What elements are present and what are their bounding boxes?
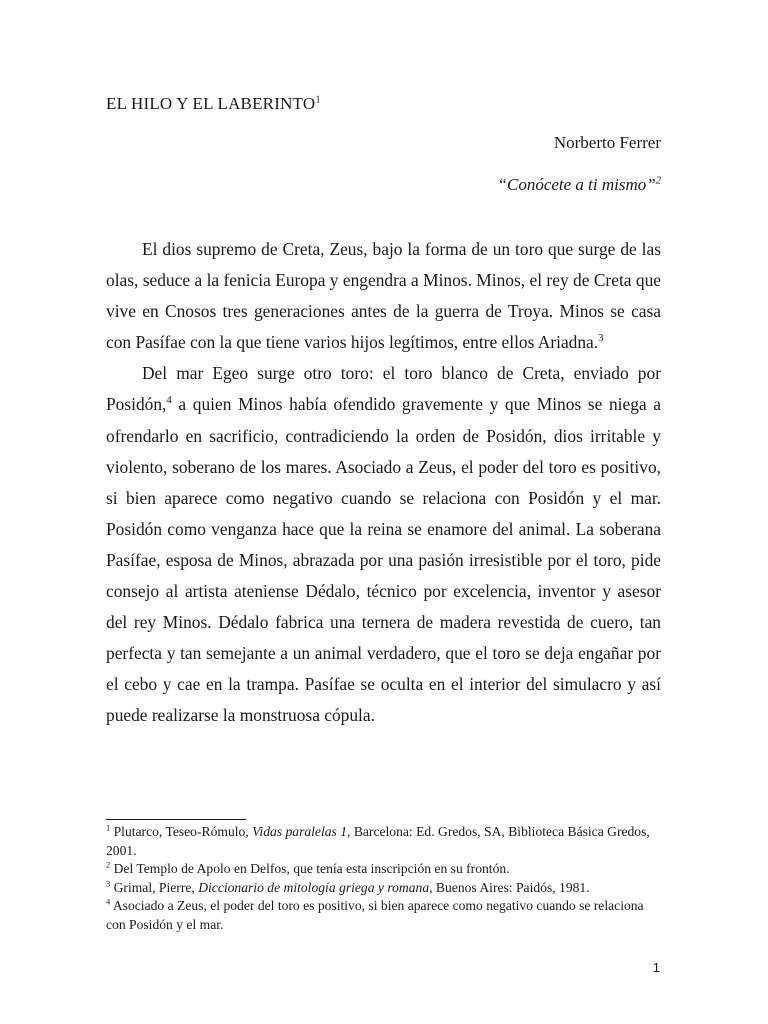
epigraph-footnote-ref[interactable]: 2 — [655, 175, 661, 187]
paragraph-2-footnote-ref[interactable]: 4 — [166, 394, 172, 407]
footnote-separator — [106, 819, 246, 820]
page-title — [106, 94, 321, 114]
footnote-4-text: Asociado a Zeus, el poder del toro es positivo, si bien aparece como negativo cuando se relaciona con Posidón y el mar. — [106, 898, 644, 932]
paragraph-1 — [106, 234, 661, 358]
footnote-1-text-start: Plutarco, Teseo-Rómulo, — [110, 824, 253, 839]
footnote-1 — [106, 823, 666, 860]
footnotes — [106, 823, 666, 935]
epigraph-text: “Conócete a ti mismo” — [497, 175, 656, 194]
footnote-4 — [106, 897, 666, 934]
footnote-3-text-end: Buenos Aires: Paidós, 1981. — [432, 879, 590, 895]
epigraph — [498, 175, 661, 195]
paragraph-2-text-start: Del mar Egeo surge otro toro: el toro blanco de Creta, enviado por Posidón, — [106, 363, 661, 415]
footnote-1-text-end: , Barcelona: Ed. Gredos, SA, Biblioteca Básica Gredos, 2001. — [106, 824, 650, 858]
footnote-1-book-title: Vidas paralelas 1 — [252, 824, 348, 839]
footnote-2-number: 2 — [106, 859, 111, 870]
author-name: Norberto Ferrer — [553, 133, 661, 152]
footnote-2-text: Del Templo de Apolo en Delfos, que tenía esta inscripción en su frontón. — [110, 861, 510, 877]
footnote-3-text-start: Grimal, Pierre, — [110, 879, 199, 895]
body-text — [106, 234, 661, 732]
footnote-3-number: 3 — [106, 878, 111, 889]
footnote-4-number: 4 — [106, 896, 111, 907]
paragraph-2 — [106, 358, 661, 731]
page-number: 1 — [652, 960, 660, 975]
title-footnote-ref[interactable]: 1 — [315, 94, 321, 106]
footnote-2 — [106, 860, 666, 879]
title-text: EL HILO Y EL LABERINTO — [106, 94, 316, 113]
paragraph-1-footnote-ref[interactable]: 3 — [598, 332, 604, 345]
paragraph-2-text-end: a quien Minos había ofendido gravemente y que Minos se niega a ofrendarlo en sacrificio, contradiciendo la orden de Posidón, dios irritable y violento, soberano de los mares. Asociado a Zeus, el poder del toro es positivo, si bien aparece como negativo cuando se relaciona con Posidón y el mar. Posidón como venganza hace que la reina se enamore del animal. La soberana Pasífae, esposa de Minos, abrazada por una pasión irresistible por el toro, pide consejo al artista ateniense Dédalo, técnico por excelencia, inventor y asesor del rey Minos. Dédalo fabrica una ternera de madera revestida de cuero, tan perfecta y tan semejante a un animal verdadero, que el toro se deja engañar por el cebo y cae en la trampa. Pasífae se oculta en el interior del simulacro y así puede realizarse la monstruosa cópula. — [106, 394, 661, 726]
footnote-3-book-title: Diccionario de mitología griega y romana, — [198, 879, 433, 895]
footnote-3 — [106, 879, 666, 898]
paragraph-1-text: El dios supremo de Creta, Zeus, bajo la forma de un toro que surge de las olas, seduce a la fenicia Europa y engendra a Minos. Minos, el rey de Creta que vive en Cnosos tres generaciones antes de la guerra de Troya. Minos se casa con Pasífae con la que tiene varios hijos legítimos, entre ellos Ariadna. — [106, 239, 661, 353]
footnote-1-number: 1 — [106, 822, 111, 833]
